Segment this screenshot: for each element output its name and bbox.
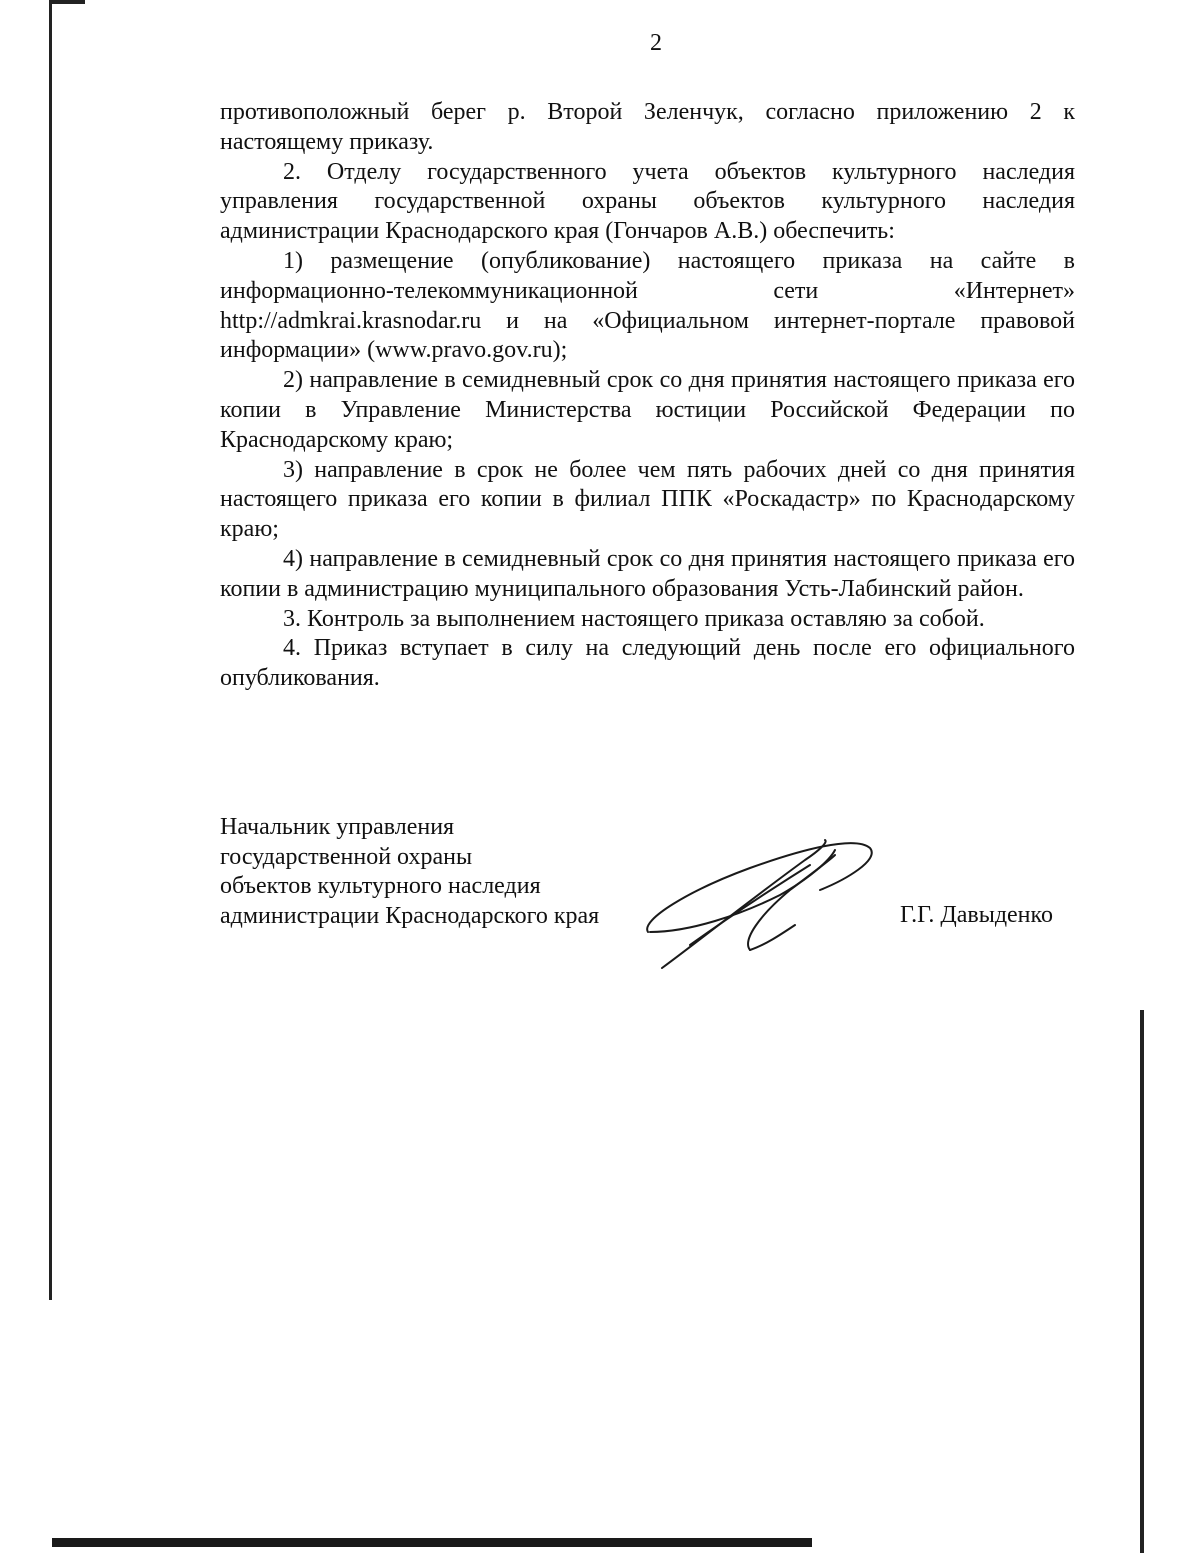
scan-edge-right — [1140, 1010, 1144, 1553]
signer-position — [220, 813, 599, 931]
signer-name: Г.Г. Давыденко — [900, 902, 1053, 928]
paragraph-subitem-2: 2) направление в семидневный срок со дня принятия настоящего приказа его копии в Управление Министерства юстиции Российской Федерации по Краснодарскому краю; — [220, 367, 1075, 453]
signer-position-line: государственной охраны — [220, 843, 473, 870]
scan-edge-left — [49, 0, 52, 1300]
scan-edge-bottom — [52, 1538, 812, 1547]
signer-position-line: Начальник управления — [220, 814, 455, 840]
handwritten-signature — [630, 820, 890, 980]
signer-position-line: администрации Краснодарского края — [220, 902, 600, 929]
page-number: 2 — [650, 30, 662, 56]
paragraph-subitem-3: 3) направление в срок не более чем пять рабочих дней со дня принятия настоящего приказа его копии в филиал ППК «Роскадастр» по Краснодарскому краю; — [220, 456, 1075, 543]
signer-position-line: объектов культурного наследия — [220, 873, 541, 899]
paragraph-subitem-4: 4) направление в семидневный срок со дня принятия настоящего приказа его копии в администрацию муниципального образования Усть-Лабинский район. — [220, 545, 1075, 602]
document-body — [220, 98, 1075, 694]
scan-edge-top-left — [49, 0, 85, 4]
paragraph-item-3: 3. Контроль за выполнением настоящего приказа оставляю за собой. — [283, 605, 985, 632]
paragraph-continuation: противоположный берег р. Второй Зеленчук, согласно приложению 2 к настоящему приказу. — [220, 99, 1075, 155]
paragraph-subitem-1: 1) размещение (опубликование) настоящего приказа на сайте в информационно-телекоммуникационной сети «Интернет» http://admkrai.krasnodar.ru и на «Официальном интернет-портале правовой информации» (www.pravo.gov.ru); — [220, 247, 1075, 364]
paragraph-item-4: 4. Приказ вступает в силу на следующий день после его официального опубликования. — [220, 635, 1075, 692]
paragraph-item-2: 2. Отделу государственного учета объектов культурного наследия управления государственной охраны объектов культурного наследия администрации Краснодарского края (Гончаров А.В.) обеспечить: — [220, 158, 1075, 245]
